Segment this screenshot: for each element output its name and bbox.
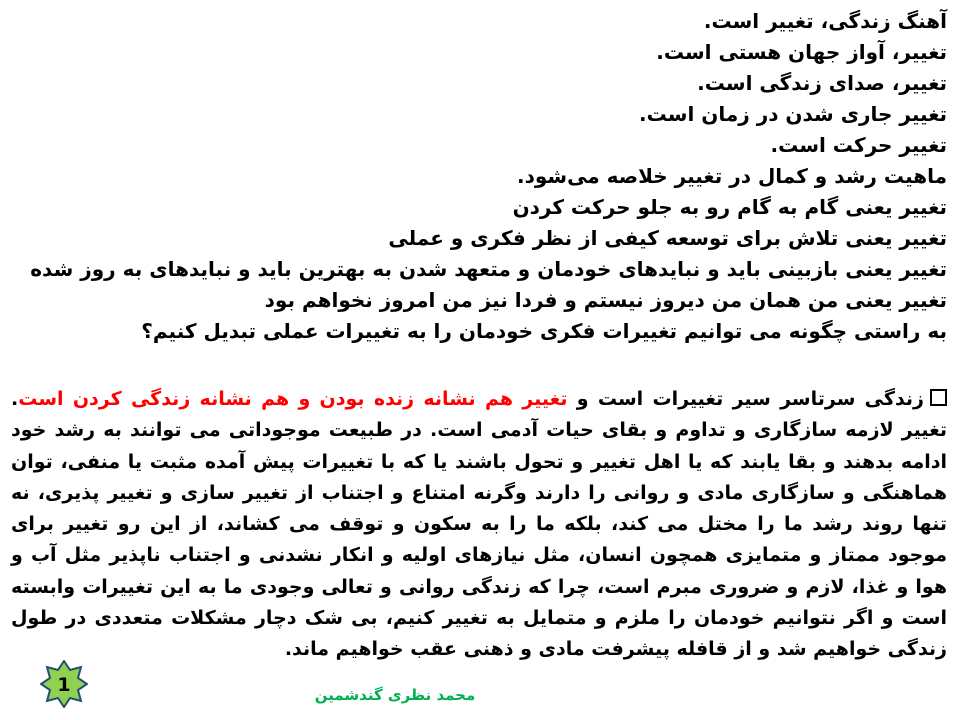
intro-line: تغییر حرکت است. — [770, 133, 947, 157]
intro-line: تغییر یعنی بازبینی باید و نبایدهای خودمان و متعهد شدن به بهترین باید و نبایدهای به روز شده — [30, 257, 947, 281]
intro-line: تغییر، صدای زندگی است. — [697, 71, 947, 95]
intro-line: آهنگ زندگی، تغییر است. — [703, 9, 947, 33]
body-paragraph — [11, 384, 947, 666]
intro-line: تغییر، آواز جهان هستی است. — [656, 40, 947, 64]
intro-line: تغییر یعنی گام به گام رو به جلو حرکت کردن — [512, 195, 947, 219]
star-badge-icon — [40, 660, 88, 708]
paragraph-highlight: تغییر هم نشانه زنده بودن و هم نشانه زندگی کردن است — [18, 388, 568, 410]
page-number-badge — [40, 660, 88, 708]
intro-line: تغییر یعنی تلاش برای توسعه کیفی از نظر فکری و عملی — [388, 226, 947, 250]
intro-line: تغییر جاری شدن در زمان است. — [639, 102, 947, 126]
paragraph-lead: زندگی سرتاسر سیر تغییرات است و — [567, 388, 924, 410]
intro-lines — [17, 6, 947, 347]
intro-line: تغییر یعنی من همان من دیروز نیستم و فردا نیز من امروز نخواهم بود — [264, 288, 947, 312]
intro-question: به راستی چگونه می توانیم تغییرات فکری خودمان را به تغییرات عملی تبدیل کنیم؟ — [141, 319, 947, 343]
paragraph-rest: . تغییر لازمه سازگاری و تداوم و بقای حیات آدمی است. در طبیعت موجوداتی می توانند به رشد خود ادامه بدهند و بقا یابند که یا اهل تغییر و تحول باشند یا که با تغییرات پیش آمده مثبت یا منفی، توان هماهنگی و سازگاری مادی و روانی را دارند وگرنه امتناع و اجتناب از تغییر سازی و تغییر پذیری، نه تنها روند رشد ما را مختل می کند، بلکه ما را به سکون و توقف می کشاند، از این رو تغییر برای موجود ممتاز و متمایزی همچون انسان، مثل نیازهای اولیه و انکار نشدنی و اجتناب ناپذیر مثل آب و هوا و غذا، لازم و ضروری مبرم است، چرا که زندگی روانی و تعالی وجودی ما به این تغییرات وابسته است و اگر نتوانیم خودمان را ملزم و متمایل به تغییر کنیم، بی شک دچار مشکلات متعددی در طول زندگی خواهیم شد و از قافله پیشرفت مادی و ذهنی عقب خواهیم ماند. — [11, 388, 947, 661]
intro-line: ماهیت رشد و کمال در تغییر خلاصه می‌شود. — [517, 164, 947, 188]
page-number: 1 — [57, 674, 71, 696]
checkbox-bullet-icon — [930, 389, 947, 406]
author-name: محمد نظری گندشمین — [314, 686, 476, 704]
